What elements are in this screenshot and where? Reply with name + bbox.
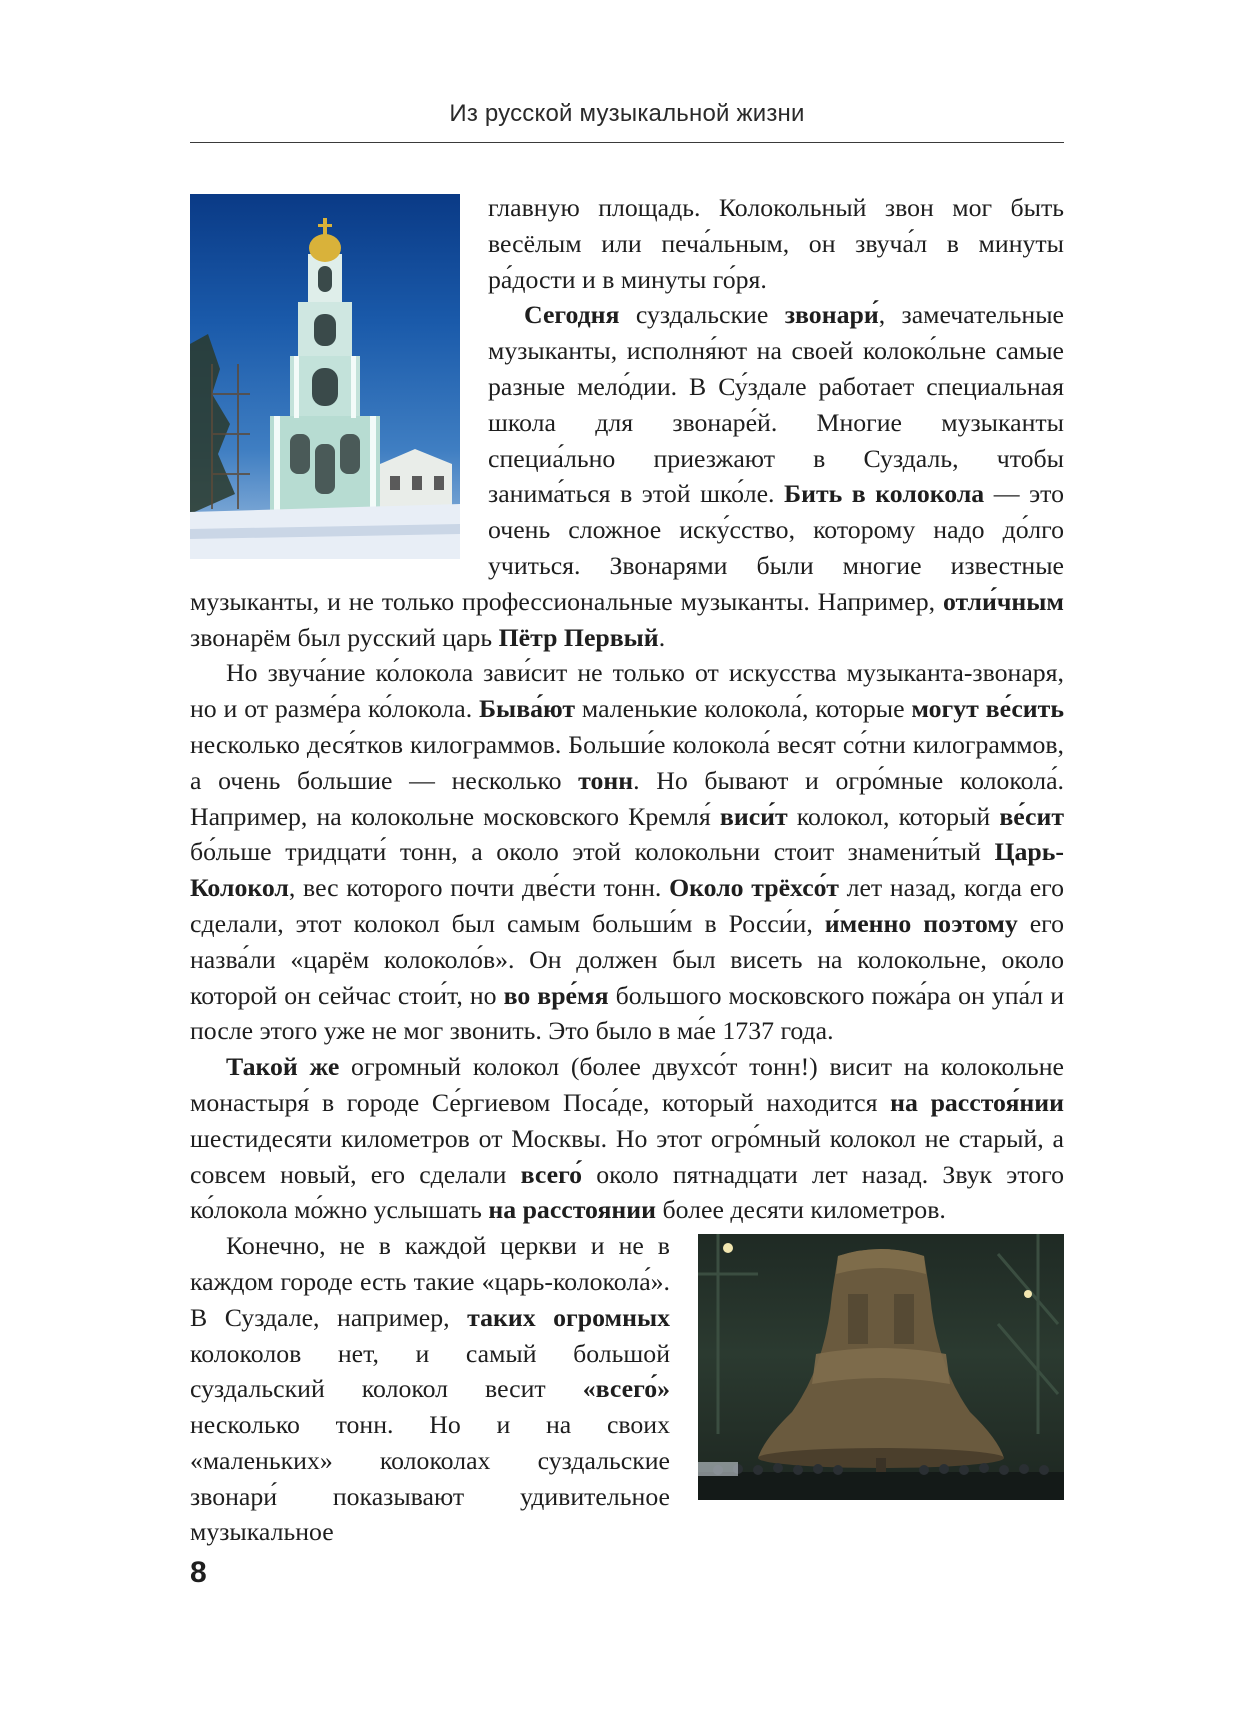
text-span: . Но бывают и огро́мные колокола́. Например, на колокольне московского Кремля́ <box>190 765 1064 831</box>
giant-bell-photo <box>698 1234 1064 1500</box>
paragraph-3 <box>190 655 1064 1049</box>
text-span: большого московского пожа́ра он упа́л и после этого уже не мог звонить. Это было в ма́е 1737 года. <box>190 980 1064 1046</box>
bold-term: Царь-Колокол <box>190 837 1064 903</box>
text-span: , вес которого почти две́сти тонн. <box>288 873 670 903</box>
text-span: его назва́ли «царём колоколо́в». Он должен был висеть на колокольне, около которой он сейчас стои́т, но <box>190 908 1064 1010</box>
text-span: , замечательные музыканты, исполня́ют на своей колоко́льне самые разные мело́дии. В Су́здале работает специальная школа для звонаре́й. Многие музыканты специа́льно приезжают в Суздаль, чтобы занима́ться в этой шко́ле. <box>488 300 1064 509</box>
text-span: Но звуча́ние ко́локола зави́сит не только от искусства музыканта-звонаря, но и от разме́ра ко́локола. <box>190 658 1064 724</box>
bold-term: на расстоя́нии <box>890 1087 1064 1117</box>
bold-term: виси́т <box>719 801 788 831</box>
bold-term: Около трёхсо́т <box>669 873 839 903</box>
text-span: колоколов нет, и самый большой суздальский колокол весит <box>190 1338 670 1404</box>
text-span: лет назад, когда его сделали, этот колокол был самым больши́м в Росси́и, <box>190 873 1064 938</box>
text-span: звонарём был русский царь <box>190 622 499 652</box>
text-span: . <box>658 622 666 652</box>
text-span: огромный колокол (более двухсо́т тонн!) висит на колокольне монастыря́ в городе Се́ргиевом Поса́де, который находится <box>190 1052 1064 1117</box>
bold-term: могут ве́сить <box>911 694 1064 724</box>
text-span: — это очень сложное иску́сство, которому надо до́лго учиться. Звонарями были многие известные музыканты, и не только профессиональные музыканты. Например, <box>190 479 1064 616</box>
bold-term: на расстоянии <box>488 1195 657 1225</box>
bold-term: Бить в колокола <box>784 479 985 509</box>
bold-term: всего́ <box>520 1159 583 1189</box>
running-title: Из русской музыкальной жизни <box>449 100 805 127</box>
text-span: шестидесяти километров от Москвы. Но этот огро́мный колокол не старый, а совсем новый, его сделали <box>190 1123 1064 1189</box>
text-span: более десяти километров. <box>656 1195 946 1225</box>
text-span: суздальские <box>619 300 785 330</box>
bell-tower-illustration <box>190 194 460 559</box>
text-span: бо́льше тридцати́ тонн, а около этой колокольни стоит знамени́тый <box>190 837 995 867</box>
bold-term: тонн <box>578 765 634 795</box>
bold-term: отли́чным <box>942 586 1064 616</box>
bold-term: «всего́» <box>582 1374 670 1404</box>
bold-term: Такой же <box>226 1052 340 1082</box>
bold-term: и́менно поэтому <box>824 908 1018 938</box>
text-span: колокол, который <box>787 801 1000 831</box>
text-span: около пятнадцати лет назад. Звук этого ко́локола мо́жно услышать <box>190 1159 1064 1225</box>
bold-term: Быва́ют <box>479 694 576 724</box>
bold-term: таких огромных <box>467 1302 670 1332</box>
header-rule <box>190 142 1064 143</box>
text-span: несколько тонн. Но и на своих «маленьких» колоколах суздальские звонари́ показывают удивительное музыкальное <box>190 1410 670 1547</box>
text-span: главную площадь. Колокольный звон мог быть весёлым или печа́льным, он звуча́л в минуты ра́дости и в минуты го́ря. <box>488 193 1064 294</box>
page-number: 8 <box>190 1556 207 1589</box>
text-span: маленькие колокола́, которые <box>575 694 912 724</box>
bold-term: Пётр Первый <box>498 622 659 652</box>
giant-bell-illustration <box>698 1234 1064 1500</box>
bold-term: ве́сит <box>999 801 1065 831</box>
article-body <box>190 190 1064 1550</box>
paragraph-4 <box>190 1049 1064 1228</box>
text-span: несколько деся́тков килограммов. Больши́е колокола́ весят со́тни килограммов, а очень большие — несколько <box>190 729 1064 795</box>
bold-term: звонари́ <box>784 300 879 330</box>
bell-tower-photo <box>190 194 460 559</box>
bold-term: во вре́мя <box>503 980 609 1010</box>
text-span: Конечно, не в каждой церкви и не в каждом городе есть такие «царь-колокола́». В Суздале, например, <box>190 1231 670 1332</box>
bold-term: Сегодня <box>524 300 620 330</box>
